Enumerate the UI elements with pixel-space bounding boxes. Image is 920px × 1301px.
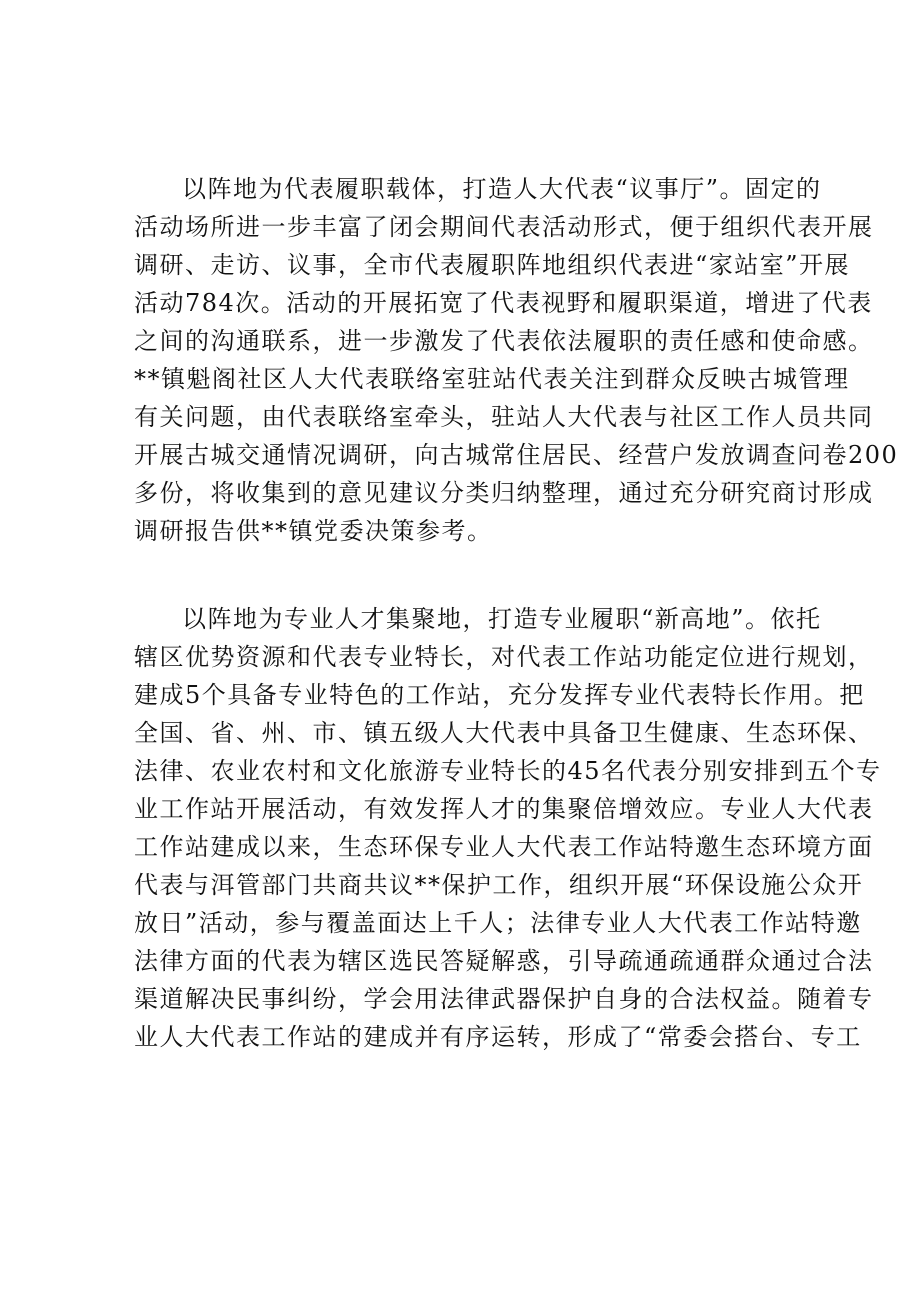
text-line: 业工作站开展活动，有效发挥人才的集聚倍增效应。专业人大代表 bbox=[134, 795, 874, 823]
text-line: 法律、农业农村和文化旅游专业特长的45名代表分别安排到五个专 bbox=[134, 757, 882, 785]
text-line: 放日”活动，参与覆盖面达上千人；法律专业人大代表工作站特邀 bbox=[134, 909, 862, 937]
text-line: 建成5个具备专业特色的工作站，充分发挥专业代表特长作用。把 bbox=[134, 681, 865, 709]
text-line: 工作站建成以来，生态环保专业人大代表工作站特邀生态环境方面 bbox=[134, 833, 874, 861]
text-line: 全国、省、州、市、镇五级人大代表中具备卫生健康、生态环保、 bbox=[134, 719, 874, 747]
text-line: 开展古城交通情况调研，向古城常住居民、经营户发放调查问卷200 bbox=[134, 441, 899, 469]
text-line: 活动场所进一步丰富了闭会期间代表活动形式，便于组织代表开展 bbox=[134, 213, 874, 241]
text-line: 多份，将收集到的意见建议分类归纳整理，通过充分研究商讨形成 bbox=[134, 479, 874, 507]
text-line: 法律方面的代表为辖区选民答疑解惑，引导疏通疏通群众通过合法 bbox=[134, 947, 874, 975]
text-line: 业人大代表工作站的建成并有序运转，形成了“常委会搭台、专工 bbox=[134, 1023, 862, 1051]
text-line: 代表与洱管部门共商共议**保护工作，组织开展“环保设施公众开 bbox=[134, 871, 864, 899]
text-line: 渠道解决民事纠纷，学会用法律武器保护自身的合法权益。随着专 bbox=[134, 985, 874, 1013]
paragraph-professional-talent-base bbox=[134, 600, 882, 1056]
text-line: 以阵地为专业人才集聚地，打造专业履职“新高地”。依托 bbox=[182, 605, 822, 633]
text-line: 调研、走访、议事，全市代表履职阵地组织代表进“家站室”开展 bbox=[134, 251, 851, 279]
text-line: 以阵地为代表履职载体，打造人大代表“议事厅”。固定的 bbox=[182, 175, 822, 203]
text-line: 活动784次。活动的开展拓宽了代表视野和履职渠道，增进了代表 bbox=[134, 289, 873, 317]
text-line: 辖区优势资源和代表专业特长，对代表工作站功能定位进行规划， bbox=[134, 643, 874, 671]
text-line: 有关问题，由代表联络室牵头，驻站人大代表与社区工作人员共同 bbox=[134, 403, 874, 431]
text-line: **镇魁阁社区人大代表联络室驻站代表关注到群众反映古城管理 bbox=[134, 365, 850, 393]
text-line: 调研报告供**镇党委决策参考。 bbox=[134, 517, 493, 545]
text-line: 之间的沟通联系，进一步激发了代表依法履职的责任感和使命感。 bbox=[134, 327, 874, 355]
paragraph-deputy-performance-base bbox=[134, 170, 899, 550]
